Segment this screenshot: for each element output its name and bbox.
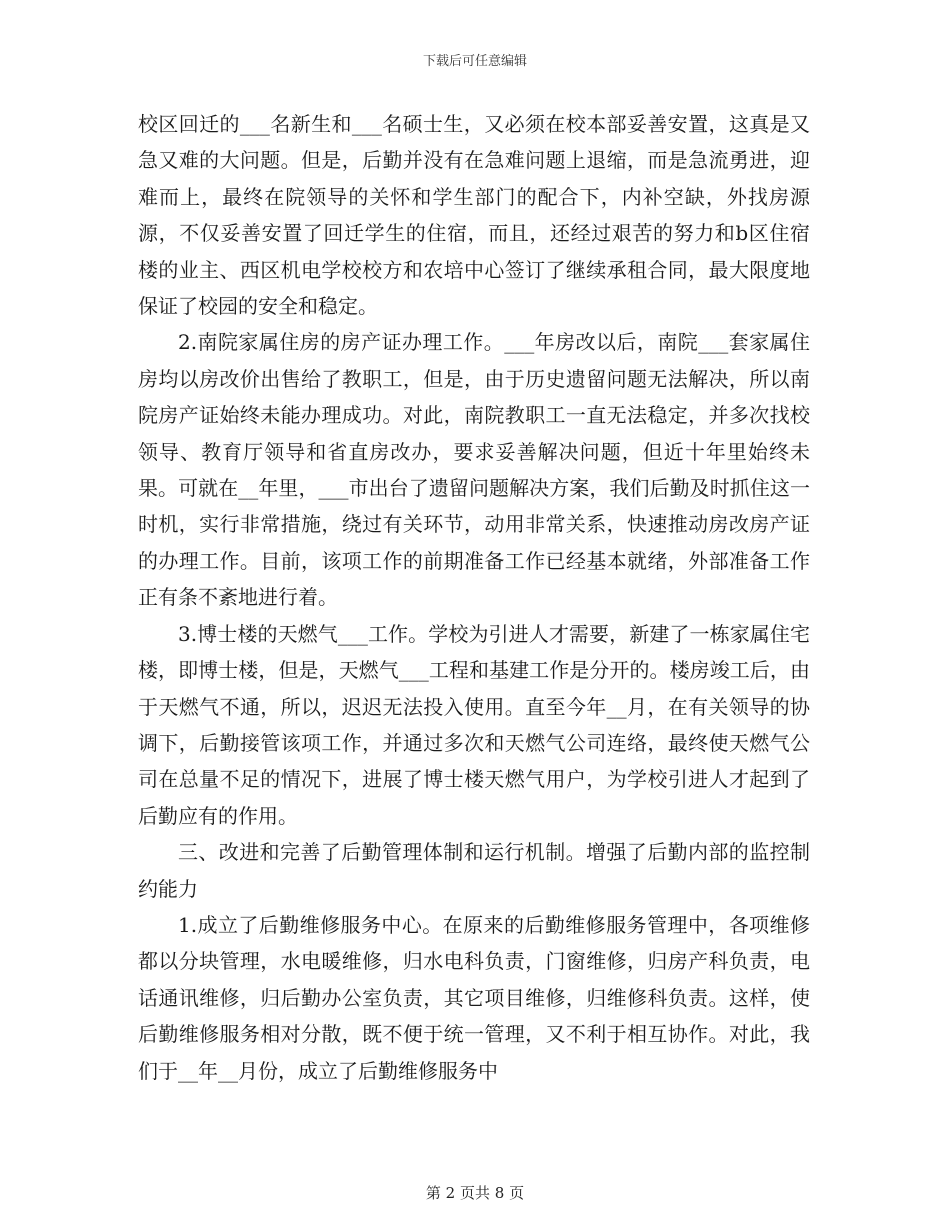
page-header: 下载后可任意编辑 [422, 54, 527, 69]
paragraph-item-2: 2.南院家属住房的房产证办理工作。___年房改以后，南院___套家属住房均以房改价出售给了教职工，但是，由于历史遗留问题无法解决，所以南院房产证始终未能办理成功。对此，南院教职工一直无法稳定，并多次找校领导、教育厅领导和省直房改办，要求妥善解决问题，但近十年里始终未果。可就在__年里，___市出台了遗留问题解决方案，我们后勤及时抓住这一时机，实行非常措施，绕过有关环节，动用非常关系，快速推动房改房产证的办理工作。目前，该项工作的前期准备工作已经基本就绪，外部准备工作正有条不紊地进行着。 [138, 330, 810, 610]
page-footer: 第 2 页共 8 页 [425, 1184, 525, 1202]
section-heading-3: 三、改进和完善了后勤管理体制和运行机制。增强了后勤内部的监控制约能力 [138, 840, 810, 901]
paragraph-continuation: 校区回迁的___名新生和___名硕士生，又必须在校本部妥善安置，这真是又急又难的大问题。但是，后勤并没有在急难问题上退缩，而是急流勇进，迎难而上，最终在院领导的关怀和学生部门的配合下，内补空缺，外找房源源，不仅妥善安置了回迁学生的住宿，而且，还经过艰苦的努力和b区住宿楼的业主、西区机电学校校方和农培中心签订了继续承租合同，最大限度地保证了校园的安全和稳定。 [138, 112, 810, 319]
paragraph-item-3: 3.博士楼的天燃气___工作。学校为引进人才需要，新建了一栋家属住宅楼，即博士楼，但是，天燃气___工程和基建工作是分开的。楼房竣工后，由于天燃气不通，所以，迟迟无法投入使用。直至今年__月，在有关领导的协调下，后勤接管该项工作，并通过多次和天燃气公司连络，最终使天燃气公司在总量不足的情况下，进展了博士楼天燃气用户，为学校引进人才起到了后勤应有的作用。 [138, 621, 810, 828]
paragraph-subitem-1: 1.成立了后勤维修服务中心。在原来的后勤维修服务管理中，各项维修都以分块管理，水电暖维修，归水电科负责，门窗维修，归房产科负责，电话通讯维修，归后勤办公室负责，其它项目维修，归维修科负责。这样，使后勤维修服务相对分散，既不便于统一管理，又不利于相互协作。对此，我们于__年__月份，成立了后勤维修服务中 [138, 912, 810, 1083]
document-body [138, 106, 810, 1089]
